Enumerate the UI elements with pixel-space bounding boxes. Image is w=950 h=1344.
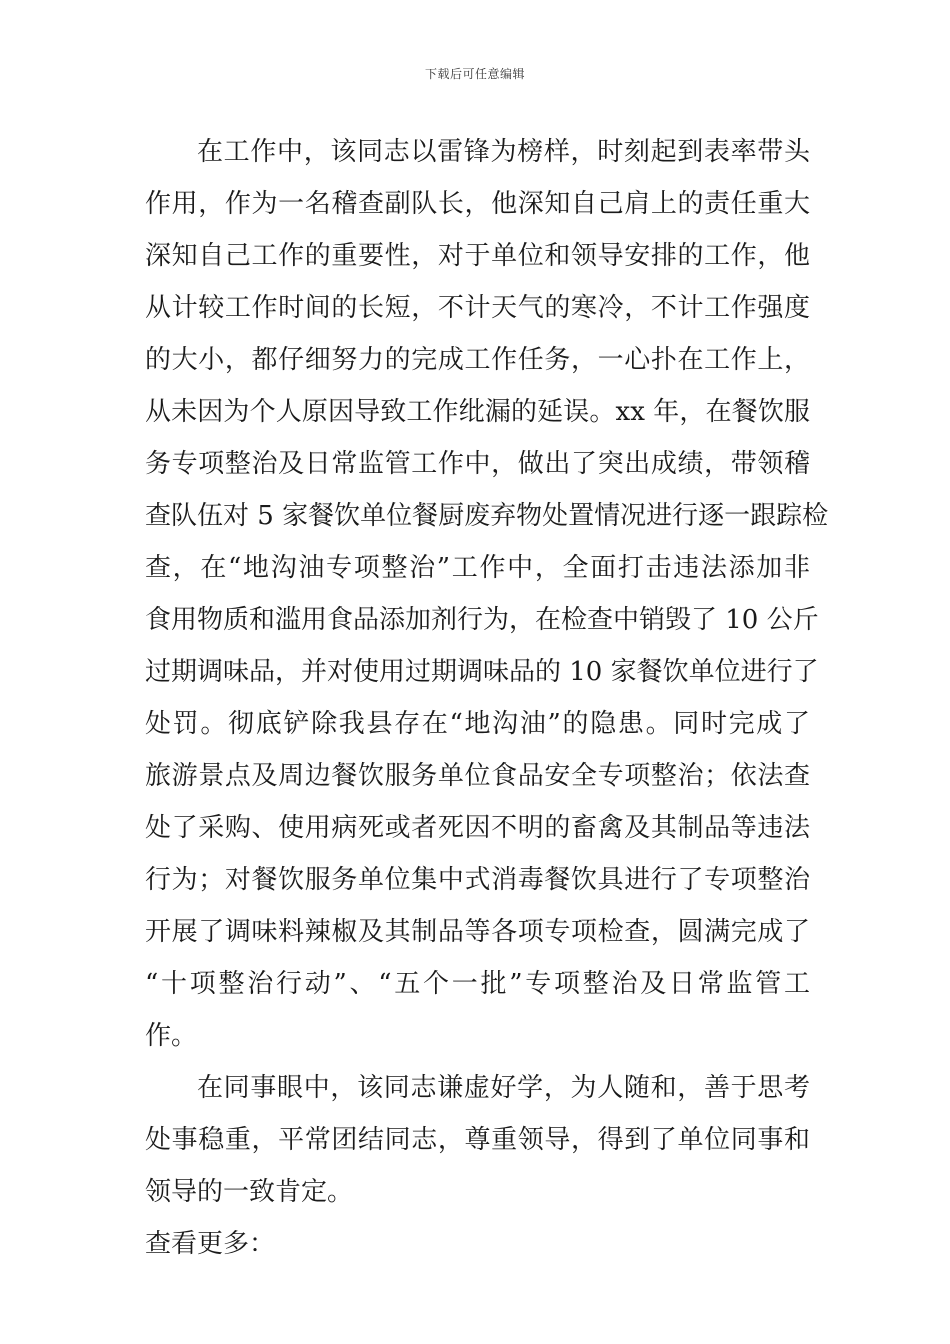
text-line: 务专项整治及日常监管工作中，做出了突出成绩，带领稽 [145, 449, 810, 479]
paragraph-1 [145, 126, 829, 1062]
text-line: 查队伍对 5 家餐饮单位餐厨废弃物处置情况进行逐一跟踪检 [145, 501, 829, 531]
text-line: 过期调味品，并对使用过期调味品的 10 家餐饮单位进行了 [145, 657, 819, 687]
text-line: 作。 [145, 1021, 198, 1051]
text-line: 作用，作为一名稽查副队长，他深知自己肩上的责任重大 [145, 189, 810, 219]
text-line: 处罚。彻底铲除我县存在“地沟油”的隐患。同时完成了 [145, 709, 810, 739]
text-line: 处事稳重，平常团结同志，尊重领导，得到了单位同事和 [145, 1125, 810, 1155]
view-more-link[interactable]: 查看更多： [145, 1229, 276, 1259]
text-line: 在工作中，该同志以雷锋为榜样，时刻起到表率带头 [197, 137, 810, 167]
text-line: 行为；对餐饮服务单位集中式消毒餐饮具进行了专项整治 [145, 865, 810, 895]
document-body [145, 126, 829, 1270]
text-line: 深知自己工作的重要性，对于单位和领导安排的工作，他 [145, 241, 810, 271]
text-line: 开展了调味料辣椒及其制品等各项专项检查，圆满完成了 [145, 917, 810, 947]
paragraph-2 [145, 1062, 810, 1218]
text-line: 旅游景点及周边餐饮服务单位食品安全专项整治；依法查 [145, 761, 810, 791]
text-line: 处了采购、使用病死或者死因不明的畜禽及其制品等违法 [145, 813, 810, 843]
text-line: 的大小，都仔细努力的完成工作任务，一心扑在工作上， [145, 345, 810, 375]
text-line: 食用物质和滥用食品添加剂行为，在检查中销毁了 10 公斤 [145, 605, 819, 635]
text-line: “十项整治行动”、“五个一批”专项整治及日常监管工 [145, 969, 810, 999]
text-line: 从未因为个人原因导致工作纰漏的延误。xx 年，在餐饮服 [145, 397, 810, 427]
text-line: 从计较工作时间的长短，不计天气的寒冷，不计工作强度 [145, 293, 810, 323]
text-line: 领导的一致肯定。 [145, 1177, 354, 1207]
page-header: 下载后可任意编辑 [424, 67, 525, 81]
text-line: 在同事眼中，该同志谦虚好学，为人随和，善于思考 [197, 1073, 810, 1103]
text-line: 查，在“地沟油专项整治”工作中，全面打击违法添加非 [145, 553, 810, 583]
